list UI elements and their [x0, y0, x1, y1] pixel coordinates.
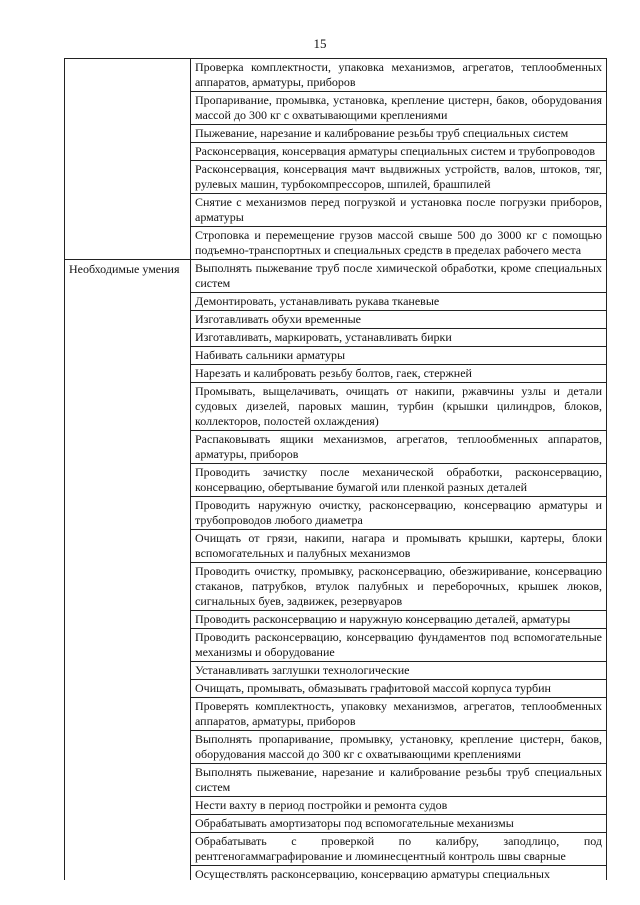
table-row: Нести вахту в период постройки и ремонта судов [191, 796, 606, 814]
table-row: Проводить расконсервацию и наружную консервацию деталей, арматуры [191, 610, 606, 628]
section-items [191, 59, 606, 259]
table-row: Расконсервация, консервация мачт выдвижных устройств, валов, штоков, тяг, рулевых машин, турбокомпрессоров, шпилей, брашпилей [191, 160, 606, 193]
table-row: Обрабатывать амортизаторы под вспомогательные механизмы [191, 814, 606, 832]
table-row: Снятие с механизмов перед погрузкой и установка после погрузки приборов, арматуры [191, 193, 606, 226]
table-row: Строповка и перемещение грузов массой свыше 500 до 3000 кг с помощью подъемно-транспортных и специальных средств в пределах рабочего места [191, 226, 606, 259]
table-row: Выполнять пыжевание, нарезание и калибрование резьбы труб специальных систем [191, 763, 606, 796]
table-row: Очищать, промывать, обмазывать графитовой массой корпуса турбин [191, 679, 606, 697]
table-row: Промывать, выщелачивать, очищать от накипи, ржавчины узлы и детали судовых дизелей, паровых машин, турбин (крышки цилиндров, блоков, коллекторов, полостей охлаждения) [191, 382, 606, 430]
section-items [191, 260, 606, 880]
table-row: Очищать от грязи, накипи, нагара и промывать крышки, картеры, блоки вспомогательных и палубных механизмов [191, 529, 606, 562]
table-row: Пыжевание, нарезание и калибрование резьбы труб специальных систем [191, 124, 606, 142]
table-row: Пропаривание, промывка, установка, крепление цистерн, баков, оборудования массой до 300 кг с охватывающими креплениями [191, 91, 606, 124]
table-row: Проверять комплектность, упаковку механизмов, агрегатов, теплообменных аппаратов, арматуры, приборов [191, 697, 606, 730]
table-row: Проводить расконсервацию, консервацию фундаментов под вспомогательные механизмы и оборудование [191, 628, 606, 661]
table-row: Обрабатывать с проверкой по калибру, заподлицо, под рентгеногаммаграфирование и люминесцентный контроль швы сварные [191, 832, 606, 865]
table-row: Устанавливать заглушки технологические [191, 661, 606, 679]
page-number: 15 [313, 36, 327, 51]
section-label: Необходимые умения [65, 260, 191, 880]
table-section-skills [65, 259, 606, 880]
section-label [65, 59, 191, 259]
table-row: Проводить зачистку после механической обработки, расконсервацию, консервацию, обертывание бумагой или пленкой разных деталей [191, 463, 606, 496]
table-row: Распаковывать ящики механизмов, агрегатов, теплообменных аппаратов, арматуры, приборов [191, 430, 606, 463]
table-row: Проверка комплектности, упаковка механизмов, агрегатов, теплообменных аппаратов, арматуры, приборов [195, 60, 602, 89]
table-row: Набивать сальники арматуры [191, 346, 606, 364]
table-row: Демонтировать, устанавливать рукава тканевые [191, 292, 606, 310]
table-row: Выполнять пыжевание труб после химической обработки, кроме специальных систем [195, 261, 602, 290]
competency-table [64, 58, 607, 880]
table-row: Нарезать и калибровать резьбу болтов, гаек, стержней [191, 364, 606, 382]
table-row: Проводить наружную очистку, расконсервацию, консервацию арматуры и трубопроводов любого диаметра [191, 496, 606, 529]
table-row: Расконсервация, консервация арматуры специальных систем и трубопроводов [191, 142, 606, 160]
table-row: Изготавливать, маркировать, устанавливать бирки [191, 328, 606, 346]
table-row: Осуществлять расконсервацию, консервацию арматуры специальных [191, 865, 606, 880]
table-row: Проводить очистку, промывку, расконсервацию, обезжиривание, консервацию стаканов, патрубков, втулок палубных и переборочных, крышек люков, сигнальных буев, задвижек, резервуаров [191, 562, 606, 610]
table-row: Изготавливать обухи временные [191, 310, 606, 328]
table-section-continued [65, 59, 606, 259]
table-row: Выполнять пропаривание, промывку, установку, крепление цистерн, баков, оборудования массой до 300 кг с охватывающими креплениями [191, 730, 606, 763]
